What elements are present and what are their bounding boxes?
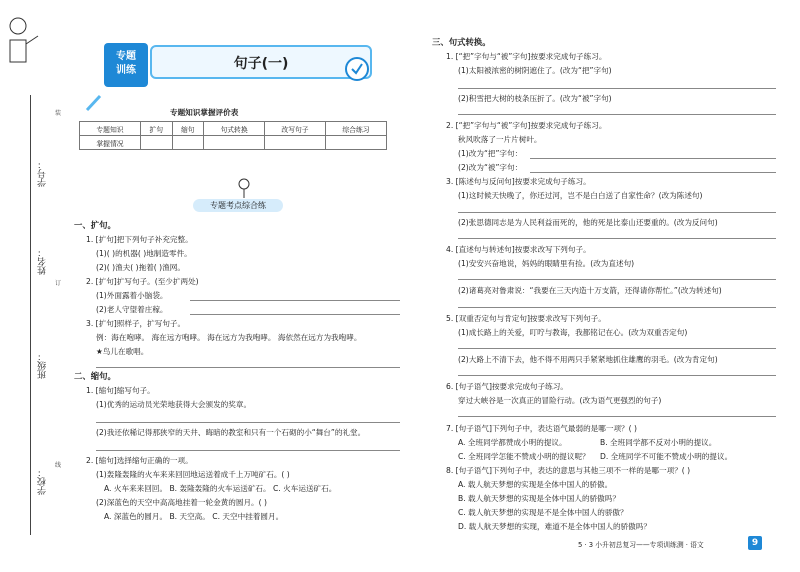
question-part: (1)太阳被浓密的树阴遮住了。(改为“把”字句) xyxy=(458,66,612,75)
section-heading: 一、扩句。 xyxy=(74,220,116,230)
question-part: (2)积雪把大树的枝条压折了。(改为“被”字句) xyxy=(458,94,612,103)
question-part: (2)我还依稀记得那狭窄的天井、晦暗的教室和只有一个石砌的小“舞台”的礼堂。 xyxy=(96,428,366,437)
question: 3. [陈述句与反问句]按要求完成句子练习。 xyxy=(446,177,591,186)
binding-strip xyxy=(0,0,70,572)
question-part: (1)这时候天快晚了，你还过河，岂不是白白送了自家性命？(改为陈述句) xyxy=(458,191,703,200)
table-cell[interactable] xyxy=(204,136,265,150)
question: 5. [双重否定句与肯定句]按要求改写下列句子。 xyxy=(446,314,606,323)
clock-icon xyxy=(342,54,372,84)
answer-line[interactable] xyxy=(458,114,776,115)
name-label: 姓名： xyxy=(38,248,48,275)
answer-line[interactable] xyxy=(458,375,776,376)
page-title: 句子(一) xyxy=(233,56,289,72)
table-cell[interactable] xyxy=(172,136,204,150)
table-title: 专题知识掌握评价表 xyxy=(170,108,239,117)
table-header: 缩句 xyxy=(172,122,204,136)
answer-line[interactable] xyxy=(458,348,776,349)
badge-line: 专题 xyxy=(116,51,136,62)
question: 3. [扩句]照样子，扩写句子。 xyxy=(86,319,186,328)
table-header: 综合练习 xyxy=(325,122,386,136)
question: 2. [缩句]选择缩句正确的一项。 xyxy=(86,456,193,465)
question-part: (2)大路上不清下去，他不得不用两只手紧紧地抓住雄鹰的羽毛。(改为肯定句) xyxy=(458,355,718,364)
title-box xyxy=(150,45,372,79)
footer-text: 5 · 3 小升初总复习——专项训练测 · 语文 xyxy=(578,541,704,549)
mascot-icon xyxy=(236,178,252,200)
question-part: 秋风吹落了一片片树叶。 xyxy=(458,135,542,144)
question-part: (1)外面露着小脑袋。 xyxy=(96,291,168,300)
answer-line[interactable] xyxy=(530,172,776,173)
option: C. 载人航天梦想的实现是不是全体中国人的骄傲？ xyxy=(458,508,628,517)
question: 2. [扩句]扩写句子。(至少扩两处) xyxy=(86,277,199,286)
answer-line[interactable] xyxy=(190,314,400,315)
answer-line[interactable] xyxy=(458,88,776,89)
question: 1. [缩句]缩写句子。 xyxy=(86,386,155,395)
question: 8. [句子语气]下列句子中，表达的意思与其他三项不一样的是哪一项？( ) xyxy=(446,466,691,475)
options: A. 火车来来回回。 B. 轰隆轰隆的火车运送矿石。 C. 火车运送矿石。 xyxy=(104,484,337,493)
question-part: (1)优秀的运动员光荣地获得大会颁发的奖章。 xyxy=(96,400,252,409)
table-row xyxy=(80,122,387,136)
evaluation-table xyxy=(79,121,387,150)
answer-line[interactable] xyxy=(190,300,400,301)
question-part: (1)改为“把”字句： xyxy=(458,149,523,158)
option: C. 全班同学怎能不赞成小明的提议呢？ xyxy=(458,452,590,461)
table-header: 句式转换 xyxy=(204,122,265,136)
table-header: 专题知识 xyxy=(80,122,141,136)
section-heading: 二、缩句。 xyxy=(74,371,116,381)
class-label: 班级： xyxy=(38,352,48,379)
question-part: (1)( )的机器( )地制造零件。 xyxy=(96,249,192,258)
question-part: (2)深蓝色的天空中高高地挂着一轮金黄的圆月。( ) xyxy=(96,498,267,507)
option: D. 载人航天梦想的实现，难道不是全体中国人的骄傲吗？ xyxy=(458,522,651,531)
option: B. 载人航天梦想的实现是全体中国人的骄傲吗？ xyxy=(458,494,620,503)
question: 4. [直述句与转述句]按要求改写下列句子。 xyxy=(446,245,591,254)
topic-badge xyxy=(104,43,148,87)
answer-line[interactable] xyxy=(458,416,776,417)
badge-line: 训练 xyxy=(116,65,136,76)
table-header: 改写句子 xyxy=(265,122,326,136)
option: D. 全班同学不可能不赞成小明的提议。 xyxy=(600,452,733,461)
option: B. 全班同学都不反对小明的提议。 xyxy=(600,438,717,447)
mascot-icon xyxy=(4,14,40,66)
question-part: (1)成长路上的关爱，叮咛与教诲，我都铭记在心。(改为双重否定句) xyxy=(458,328,688,337)
binding-mark: 装 xyxy=(55,110,62,117)
binding-line xyxy=(30,95,31,535)
table-row-label: 掌握情况 xyxy=(80,136,141,150)
question: 2. [“把”字句与“被”字句]按要求完成句子练习。 xyxy=(446,121,607,130)
question-part: (2)( )渔夫( )拖着( )渔网。 xyxy=(96,263,185,272)
option: A. 全班同学都赞成小明的提议。 xyxy=(458,438,567,447)
question-part: (1)轰隆轰隆的火车来来回回地运送着成千上万吨矿石。( ) xyxy=(96,470,290,479)
table-cell[interactable] xyxy=(325,136,386,150)
answer-line[interactable] xyxy=(458,238,776,239)
table-row xyxy=(80,136,387,150)
question-part: (2)老人守望着庄稼。 xyxy=(96,305,168,314)
answer-line[interactable] xyxy=(96,422,400,423)
answer-line[interactable] xyxy=(458,279,776,280)
answer-line[interactable] xyxy=(96,367,400,368)
options: A. 深蓝色的圆月。 B. 天空高。 C. 天空中挂着圆月。 xyxy=(104,512,284,521)
table-header: 扩句 xyxy=(140,122,172,136)
section-heading: 三、句式转换。 xyxy=(432,37,491,47)
table-cell[interactable] xyxy=(265,136,326,150)
page-number: 9 xyxy=(748,536,762,550)
question-part: 穿过大峡谷是一次真正的冒险行动。(改为语气更强烈的句子) xyxy=(458,396,662,405)
question: 6. [句子语气]按要求完成句子练习。 xyxy=(446,382,568,391)
binding-mark: 线 xyxy=(55,462,62,469)
question-part: (2)改为“被”字句： xyxy=(458,163,523,172)
section-pill: 专题考点综合练 xyxy=(193,199,283,212)
question: 1. [扩句]把下列句子补充完整。 xyxy=(86,235,193,244)
question-part: ★鸟儿在歌唱。 xyxy=(96,347,149,356)
question-part: (2)张思德同志是为人民利益而死的，他的死是比泰山还要重的。(改为反问句) xyxy=(458,218,718,227)
answer-line[interactable] xyxy=(458,212,776,213)
option: A. 载人航天梦想的实现是全体中国人的骄傲。 xyxy=(458,480,613,489)
question-part: (2)诸葛亮对鲁肃说：“我要在三天内造十万支箭，还得请你帮忙。”(改为转述句) xyxy=(458,286,722,295)
table-cell[interactable] xyxy=(140,136,172,150)
example: 例：海在咆哮。 海在远方咆哮。 海在远方为我咆哮。 海依然在远方为我咆哮。 xyxy=(96,333,362,342)
answer-line[interactable] xyxy=(458,307,776,308)
answer-line[interactable] xyxy=(96,450,400,451)
pencil-icon xyxy=(84,92,104,114)
school-label: 学校： xyxy=(38,468,48,495)
question: 1. [“把”字句与“被”字句]按要求完成句子练习。 xyxy=(446,52,607,61)
student-no-label: 学号： xyxy=(38,160,48,187)
question: 7. [句子语气]下列句子中，表达语气最弱的是哪一项？( ) xyxy=(446,424,637,433)
binding-mark: 订 xyxy=(55,280,62,287)
answer-line[interactable] xyxy=(530,158,776,159)
question-part: (1)安安兴奋地说，妈妈的眼睛里有捡。(改为直述句) xyxy=(458,259,635,268)
